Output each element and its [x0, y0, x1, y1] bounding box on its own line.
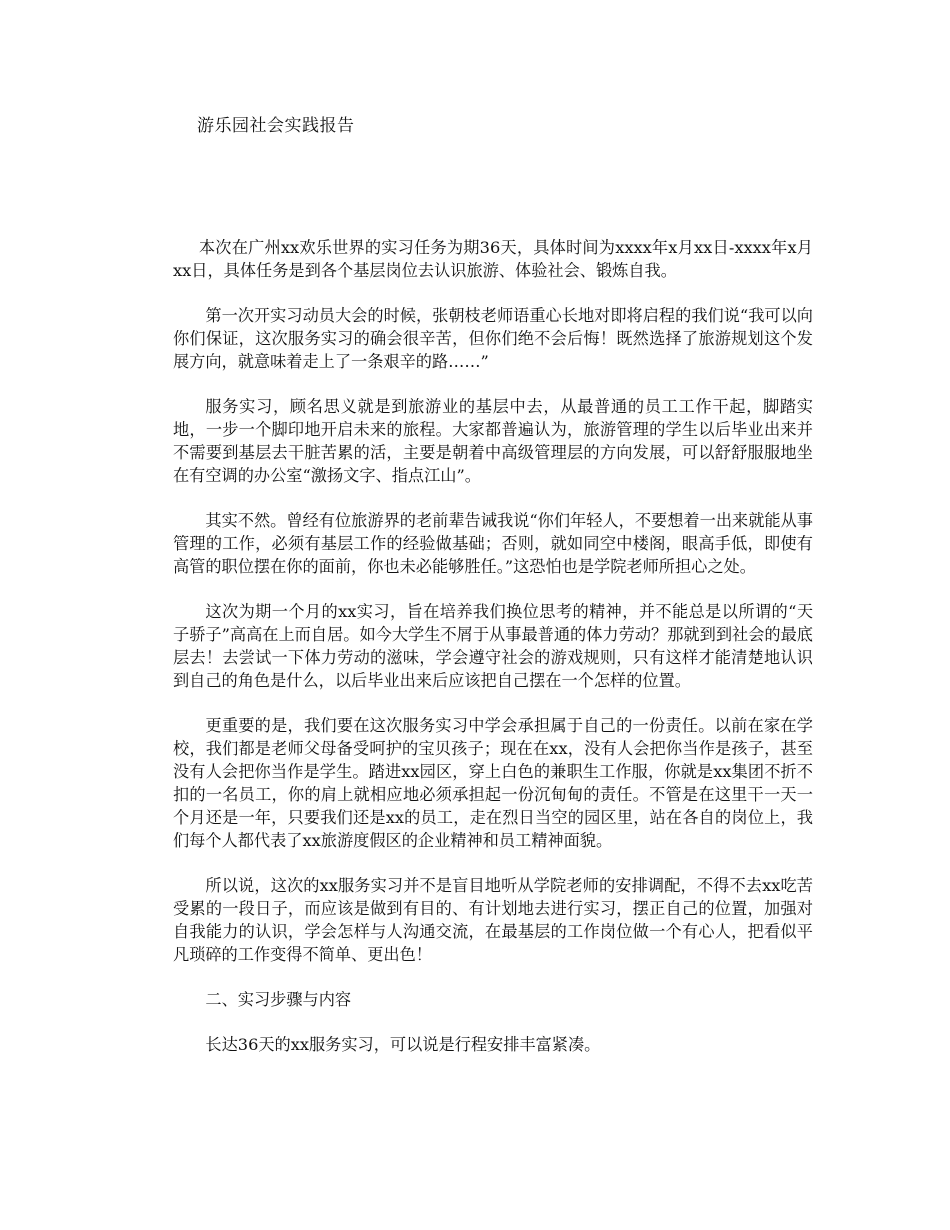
paragraph-intro: 本次在广州xx欢乐世界的实习任务为期36天，具体时间为xxxx年x月xx日-xxxx年x月xx日，具体任务是到各个基层岗位去认识旅游、体验社会、锻炼自我。 [173, 238, 813, 280]
document-title: 游乐园社会实践报告 [197, 116, 355, 136]
paragraph-senior-advice: 其实不然。曾经有位旅游界的老前辈告诫我说“你们年轻人，不要想着一出来就能从事管理的工作，必须有基层工作的经验做基础；否则，就如同空中楼阁，眼高手低，即使有高管的职位摆在你的面前，你也未必能够胜任。”这恐怕也是学院老师所担心之处。 [173, 511, 813, 576]
paragraph-service-internship: 服务实习，顾名思义就是到旅游业的基层中去，从最普通的员工工作干起，脚踏实地，一步一个脚印地开启未来的旅程。大家都普遍认为，旅游管理的学生以后毕业出来并不需要到基层去干脏苦累的活，主要是朝着中高级管理层的方向发展，可以舒舒服服地坐在有空调的办公室“激扬文字、指点江山”。 [173, 397, 813, 485]
paragraph-mobilization-meeting: 第一次开实习动员大会的时候，张朝枝老师语重心长地对即将启程的我们说“我可以向你们保证，这次服务实习的确会很辛苦，但你们绝不会后悔！既然选择了旅游规划这个发展方向，就意味着走上了一条艰辛的路……” [173, 306, 813, 371]
document-body [173, 236, 813, 1078]
paragraph-schedule: 长达36天的xx服务实习，可以说是行程安排丰富紧凑。 [205, 1035, 601, 1054]
paragraph-internship-purpose: 这次为期一个月的xx实习，旨在培养我们换位思考的精神，并不能总是以所谓的“天子骄子”高高在上而自居。如今大学生不屑于从事最普通的体力劳动？那就到到社会的最底层去！去尝试一下体力劳动的滋味，学会遵守社会的游戏规则，只有这样才能清楚地认识到自己的角色是什么，以后毕业出来后应该把自己摆在一个怎样的位置。 [173, 602, 813, 690]
section-heading-steps: 二、实习步骤与内容 [205, 990, 352, 1009]
paragraph-conclusion: 所以说，这次的xx服务实习并不是盲目地听从学院老师的安排调配，不得不去xx吃苦受累的一段日子，而应该是做到有目的、有计划地去进行实习，摆正自己的位置，加强对自我能力的认识，学会怎样与人沟通交流，在最基层的工作岗位做一个有心人，把看似平凡琐碎的工作变得不简单、更出色！ [173, 876, 813, 964]
paragraph-responsibility: 更重要的是，我们要在这次服务实习中学会承担属于自己的一份责任。以前在家在学校，我们都是老师父母备受呵护的宝贝孩子；现在在xx，没有人会把你当作是孩子，甚至没有人会把你当作是学生。踏进xx园区，穿上白色的兼职生工作服，你就是xx集团不折不扣的一名员工，你的肩上就相应地必须承担起一份沉甸甸的责任。不管是在这里干一天一个月还是一年，只要我们还是xx的员工，走在烈日当空的园区里，站在各自的岗位上，我们每个人都代表了xx旅游度假区的企业精神和员工精神面貌。 [173, 716, 813, 850]
